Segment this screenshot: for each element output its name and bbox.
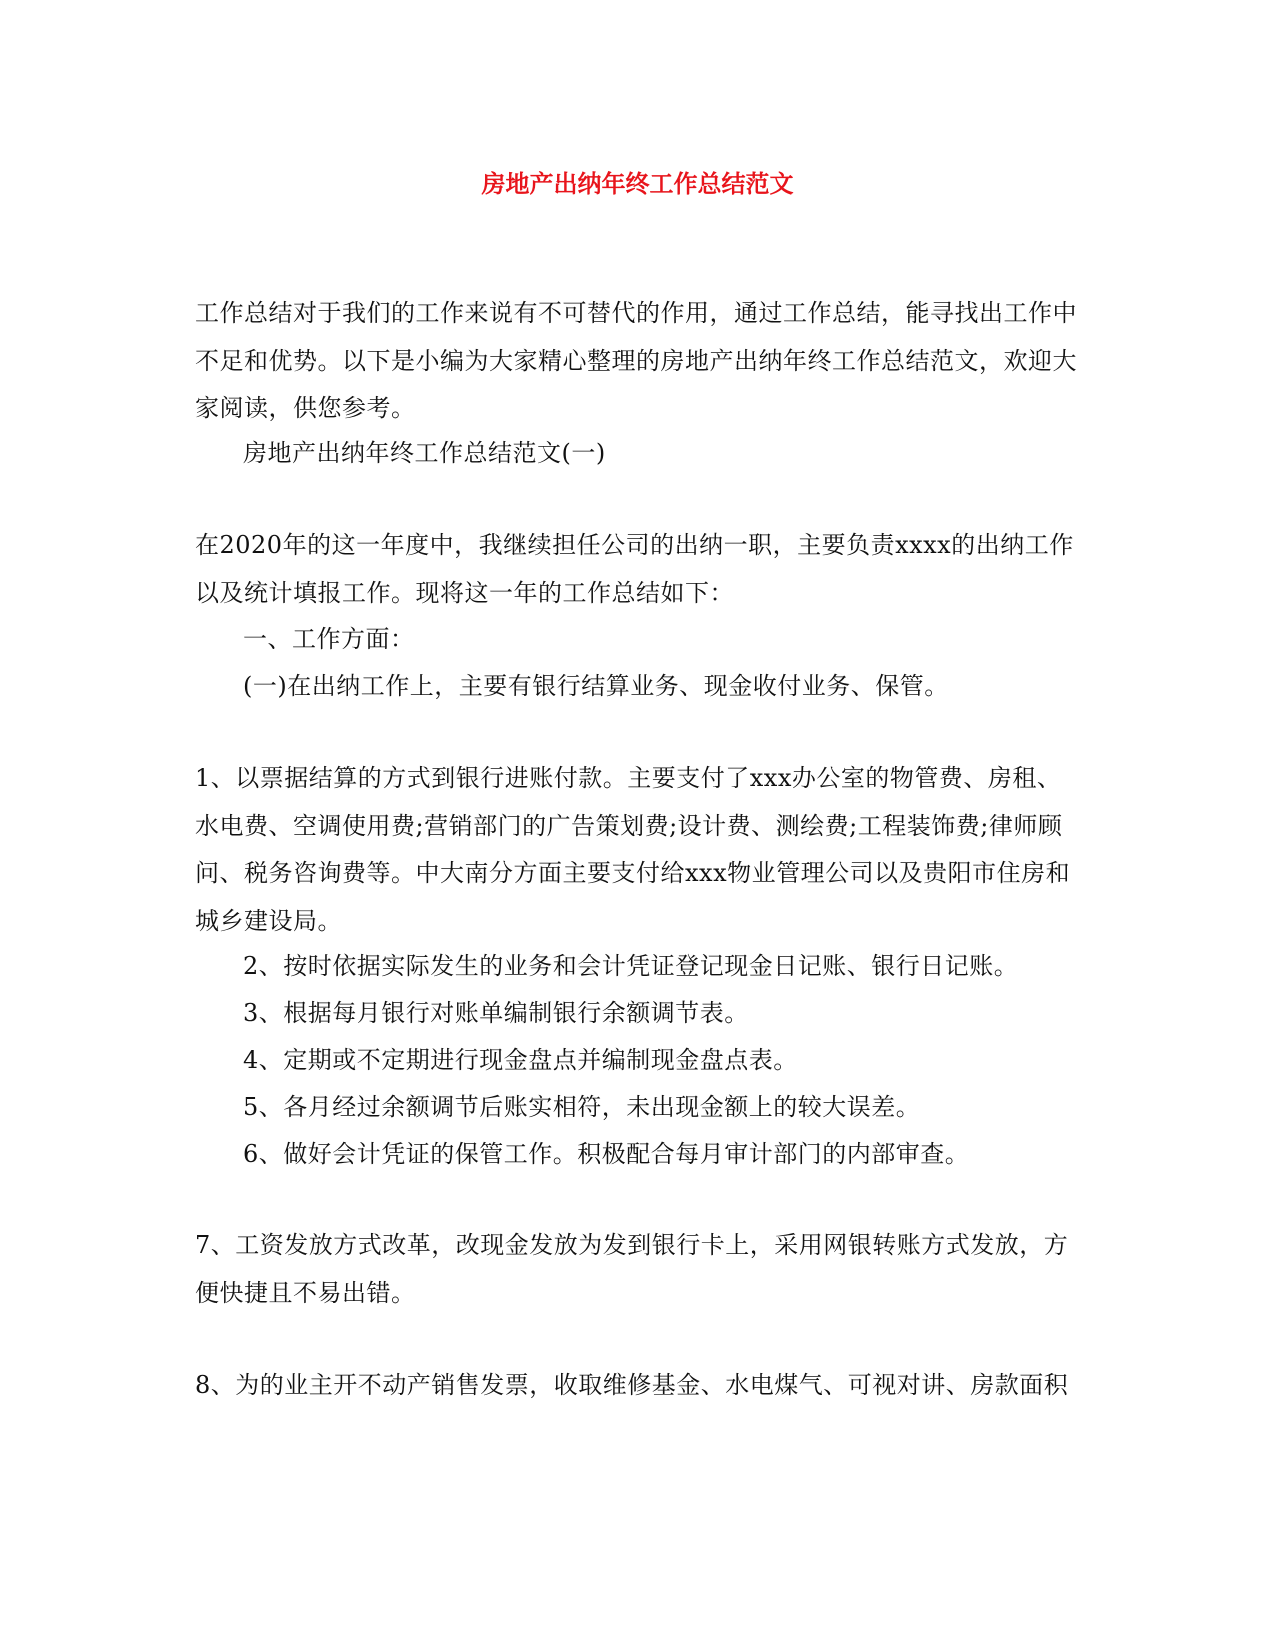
list-item-7: 7、工资发放方式改革，改现金发放为发到银行卡上，采用网银转账方式发放，方便快捷且不易出错。 xyxy=(195,1231,1069,1307)
list-item-4: 4、定期或不定期进行现金盘点并编制现金盘点表。 xyxy=(243,1046,798,1074)
document-title: 房地产出纳年终工作总结范文 xyxy=(481,169,794,198)
work-aspect-heading: 一、工作方面： xyxy=(243,625,415,653)
list-item-2: 2、按时依据实际发生的业务和会计凭证登记现金日记账、银行日记账。 xyxy=(243,952,1019,980)
list-item-1: 1、以票据结算的方式到银行进账付款。主要支付了xxx办公室的物管费、房租、水电费、空调使用费;营销部门的广告策划费;设计费、测绘费;工程装饰费;律师顾问、税务咨询费等。中大南分方面主要支付给xxx物业管理公司以及贵阳市住房和城乡建设局。 xyxy=(195,764,1071,935)
list-item-6: 6、做好会计凭证的保管工作。积极配合每月审计部门的内部审查。 xyxy=(243,1140,970,1168)
list-item-8: 8、为的业主开不动产销售发票，收取维修基金、水电煤气、可视对讲、房款面积 xyxy=(195,1371,1069,1399)
intro-paragraph: 工作总结对于我们的工作来说有不可替代的作用，通过工作总结，能寻找出工作中不足和优势。以下是小编为大家精心整理的房地产出纳年终工作总结范文，欢迎大家阅读，供您参考。 xyxy=(195,299,1077,422)
section-heading: 房地产出纳年终工作总结范文(一) xyxy=(243,439,606,467)
summary-paragraph: 在2020年的这一年度中，我继续担任公司的出纳一职，主要负责xxxx的出纳工作以及统计填报工作。现将这一年的工作总结如下： xyxy=(195,531,1074,607)
list-item-5: 5、各月经过余额调节后账实相符，未出现金额上的较大误差。 xyxy=(243,1093,921,1121)
cashier-work-heading: (一)在出纳工作上，主要有银行结算业务、现金收付业务、保管。 xyxy=(243,672,949,700)
list-item-3: 3、根据每月银行对账单编制银行余额调节表。 xyxy=(243,999,749,1027)
